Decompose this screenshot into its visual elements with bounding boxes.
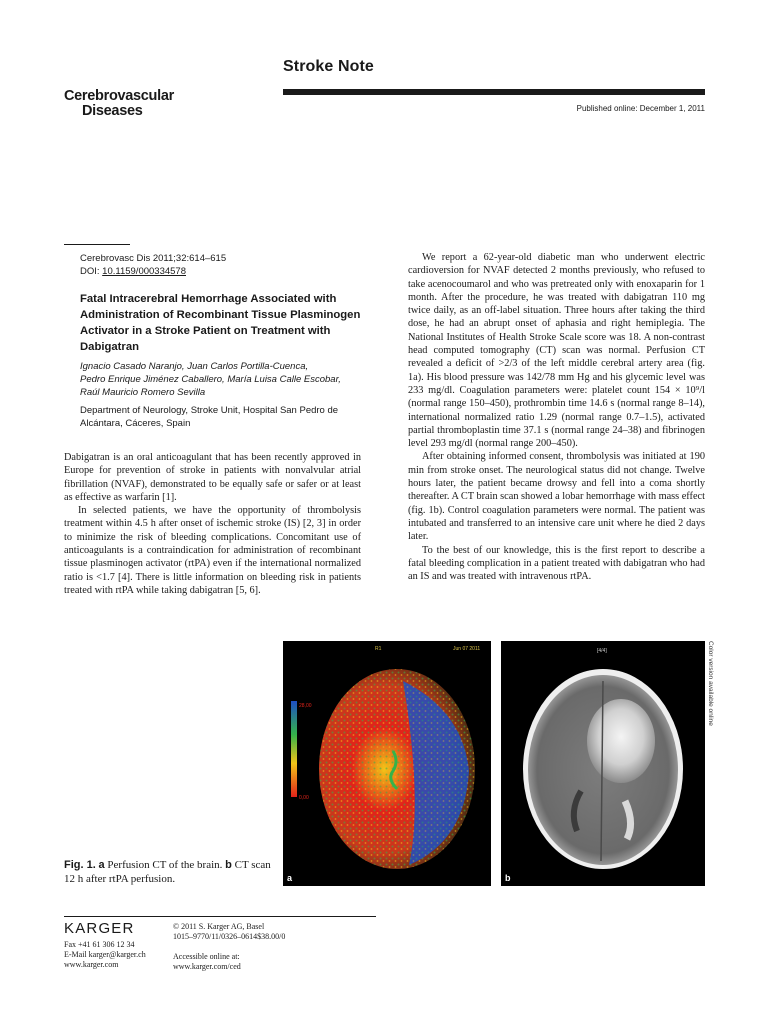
scale-top-label: 28,00 [299, 703, 312, 709]
fax: Fax +41 61 306 12 34 [64, 940, 135, 949]
caption-b-text: CT scan 12 h after rtPA perfusion. [64, 859, 271, 885]
caption-b-label: b [225, 859, 232, 871]
published-date: Published online: December 1, 2011 [576, 104, 705, 113]
color-version-note-text: Color version available online [707, 641, 714, 726]
panel-a-header-left: R1 [375, 646, 382, 652]
authors-line: Raúl Mauricio Romero Sevilla [80, 387, 206, 398]
authors-line: Pedro Enrique Jiménez Caballero, María Luisa Calle Escobar, [80, 374, 341, 385]
body-paragraph: After obtaining informed consent, thrombolysis was initiated at 190 min from stroke onset. The neurological status did not change. Twelve hours later, the patient became drowsy and fell into a coma shortly thereafter. A CT brain scan showed a lobar hemorrhage with mass effect (fig. 1b). Control coagulation parameters were normal. The patient was intubated and transferred to an intensive care unit where he died 2 days later. [408, 451, 705, 543]
doi-link[interactable]: 10.1159/000334578 [102, 266, 186, 277]
publisher-logo: KARGER [64, 920, 135, 937]
header-rule [283, 89, 705, 95]
panel-a-header-right: Jun 07 2011 [453, 646, 481, 652]
journal-logo-line1: Cerebrovascular [64, 88, 174, 104]
scale-bottom-label: 0,00 [299, 795, 309, 801]
body-column-right [408, 251, 705, 583]
access-label: Accessible online at: [173, 952, 240, 961]
color-version-note [704, 641, 715, 751]
journal-logo-line2: Diseases [82, 103, 143, 119]
caption-label: Fig. 1. [64, 859, 96, 871]
email-link[interactable]: E-Mail karger@karger.ch [64, 950, 146, 959]
journal-logo [64, 89, 174, 119]
figure-panel-a [283, 641, 491, 886]
copyright-line: © 2011 S. Karger AG, Basel [173, 922, 265, 931]
citation-line: Cerebrovasc Dis 2011;32:614–615 [80, 253, 227, 264]
doi-label: DOI: [80, 266, 100, 277]
publisher-contact [64, 940, 146, 970]
section-title: Stroke Note [283, 58, 374, 75]
body-paragraph: In selected patients, we have the opportunity of thrombolysis treatment within 4.5 h after onset of ischemic stroke (IS) [2, 3] in order to minimize the risk of bleeding complications. Concomitant use of anticoagulants is a contraindication for administration of recombinant tissue plasminogen activator (rtPA) even if the international normalized ratio is <1.7 [4]. There is little information on bleeding risk in patients treated with rtPA while taking dabigatran [5, 6]. [64, 505, 361, 596]
figure-caption [64, 858, 276, 886]
online-access [173, 952, 241, 972]
caption-a-text: Perfusion CT of the brain. [107, 859, 223, 871]
access-url-link[interactable]: www.karger.com/ced [173, 962, 241, 971]
panel-b-label: b [505, 873, 511, 883]
issn-line: 1015–9770/11/0326–0614$38.00/0 [173, 932, 286, 941]
affiliation: Department of Neurology, Stroke Unit, Hospital San Pedro de Alcántara, Cáceres, Spain [80, 405, 339, 429]
authors-line: Ignacio Casado Naranjo, Juan Carlos Portilla-Cuenca, [80, 361, 309, 372]
panel-b-header: [4/4] [597, 648, 607, 654]
body-paragraph: To the best of our knowledge, this is the first report to describe a fatal bleeding complication in a patient treated with dabigatran who had an IS and was treated with intravenous rtPA. [408, 544, 705, 583]
body-paragraph: We report a 62-year-old diabetic man who underwent electric cardioversion for NVAF detected 2 months previously, who refused to take acenocoumarol and who was pretreated only with enoxaparin for 1 month. After the procedure, he was treated with dabigatran 110 mg twice daily, as an off-label situation. Three hours after taking the third dose, he had an abrupt onset of aphasia and right hemiplegia. The National Institutes of Health Stroke Scale score was 18. A non-contrast head computed tomography (CT) scan was normal. Perfusion CT revealed a deficit of >2/3 of the left middle cerebral artery area (fig. 1a). His blood pressure was 142/78 mm Hg and his glycemic level was 233 mg/dl. Coagulation parameters were: platelet count 154 × 10⁹/l (normal range 150–450), prothrombin time 14.6 s (normal range 8–14), international normalized ratio 1.29 (normal range 0.7–1.5), activated partial thromboplastin time 37.1 s (normal range 24–38) and fibrinogen level 293 mg/dl (normal range 200–450). [408, 252, 705, 450]
website-link[interactable]: www.karger.com [64, 960, 119, 969]
footer-rule [64, 916, 376, 917]
article-title: Fatal Intracerebral Hemorrhage Associated with Administration of Recombinant Tissue Plasminogen Activator in a Stroke Patient on Treatment with Dabigatran [80, 293, 361, 353]
body-column-left [64, 451, 361, 597]
panel-a-label: a [287, 873, 293, 883]
caption-a-label: a [98, 859, 105, 871]
doi-line [80, 265, 226, 278]
ct-scan-image [501, 641, 705, 886]
copyright [173, 922, 285, 942]
color-scale-bar [291, 701, 297, 797]
body-paragraph: Dabigatran is an oral anticoagulant that has been recently approved in Europe for prevention of stroke in patients with nonvalvular atrial fibrillation (NVAF), demonstrated to be equally safe or safer or at least as effective as warfarin [1]. [64, 452, 361, 503]
authors [80, 360, 370, 399]
lobar-hemorrhage [587, 699, 655, 783]
citation-rule [64, 244, 130, 245]
citation-block [80, 252, 226, 278]
perfusion-ct-image [283, 641, 491, 886]
figure-panel-b [501, 641, 705, 886]
